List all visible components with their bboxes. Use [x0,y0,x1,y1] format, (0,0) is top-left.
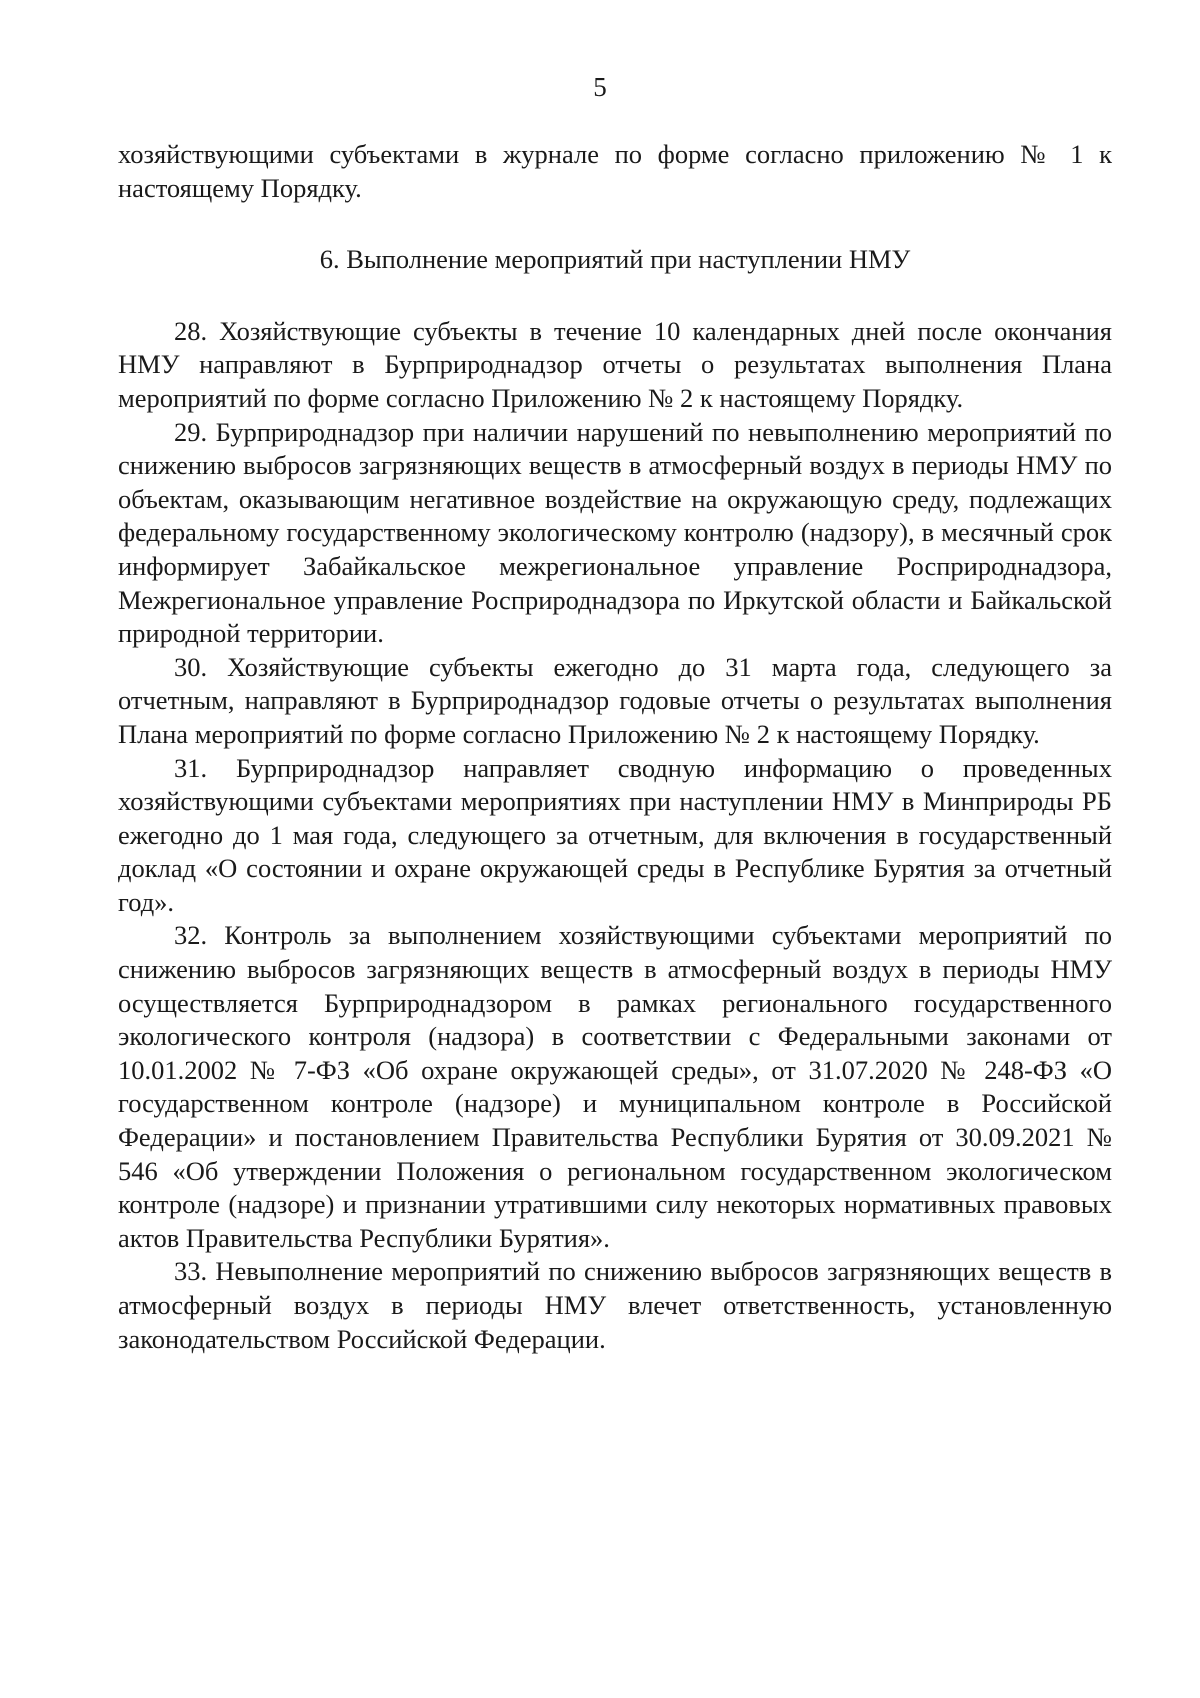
paragraph-33: 33. Невыполнение мероприятий по снижению выбросов загрязняющих веществ в атмосферный воздух в периоды НМУ влечет ответственность, установленную законодательством Российской Федерации. [118,1256,1112,1354]
document-body [118,138,1112,1356]
paragraph-30: 30. Хозяйствующие субъекты ежегодно до 31 марта года, следующего за отчетным, направляют в Бурприроднадзор годовые отчеты о результатах выполнения Плана мероприятий по форме согласно Приложению № 2 к настоящему Порядку. [118,651,1112,749]
paragraph-29: 29. Бурприроднадзор при наличии нарушений по невыполнению мероприятий по снижению выбросов загрязняющих веществ в атмосферный воздух в периоды НМУ по объектам, оказывающим негативное воздействие на окружающую среду, подлежащих федеральному государственному экологическому контролю (надзору), в месячный срок информирует Забайкальское межрегиональное управление Росприроднадзора, Межрегиональное управление Росприроднадзора по Иркутской области и Байкальской природной территории. [118,416,1112,649]
paragraph-32: 32. Контроль за выполнением хозяйствующими субъектами мероприятий по снижению выбросов загрязняющих веществ в атмосферный воздух в периоды НМУ осуществляется Бурприроднадзором в рамках регионального государственного экологического контроля (надзора) в соответствии с Федеральными законами от 10.01.2002 № 7-ФЗ «Об охране окружающей среды», от 31.07.2020 № 248-ФЗ «О государственном контроле (надзоре) и муниципальном контроле в Российской Федерации» и постановлением Правительства Республики Бурятия от 30.09.2021 № 546 «Об утверждении Положения о региональном государственном экологическом контроле (надзоре) и признании утратившими силу некоторых нормативных правовых актов Правительства Республики Бурятия». [118,920,1112,1253]
paragraph-31: 31. Бурприроднадзор направляет сводную информацию о проведенных хозяйствующими субъектами мероприятиях при наступлении НМУ в Минприроды РБ ежегодно до 1 мая года, следующего за отчетным, для включения в государственный доклад «О состоянии и охране окружающей среды в Республике Бурятия за отчетный год». [118,752,1112,917]
section-heading: 6. Выполнение мероприятий при наступлении НМУ [319,244,911,275]
intro-paragraph: хозяйствующими субъектами в журнале по форме согласно приложению № 1 к настоящему Порядку. [118,139,1112,203]
page-number: 5 [593,72,607,102]
paragraph-28: 28. Хозяйствующие субъекты в течение 10 календарных дней после окончания НМУ направляют в Бурприроднадзор отчеты о результатах выполнения Плана мероприятий по форме согласно Приложению № 2 к настоящему Порядку. [118,315,1112,413]
